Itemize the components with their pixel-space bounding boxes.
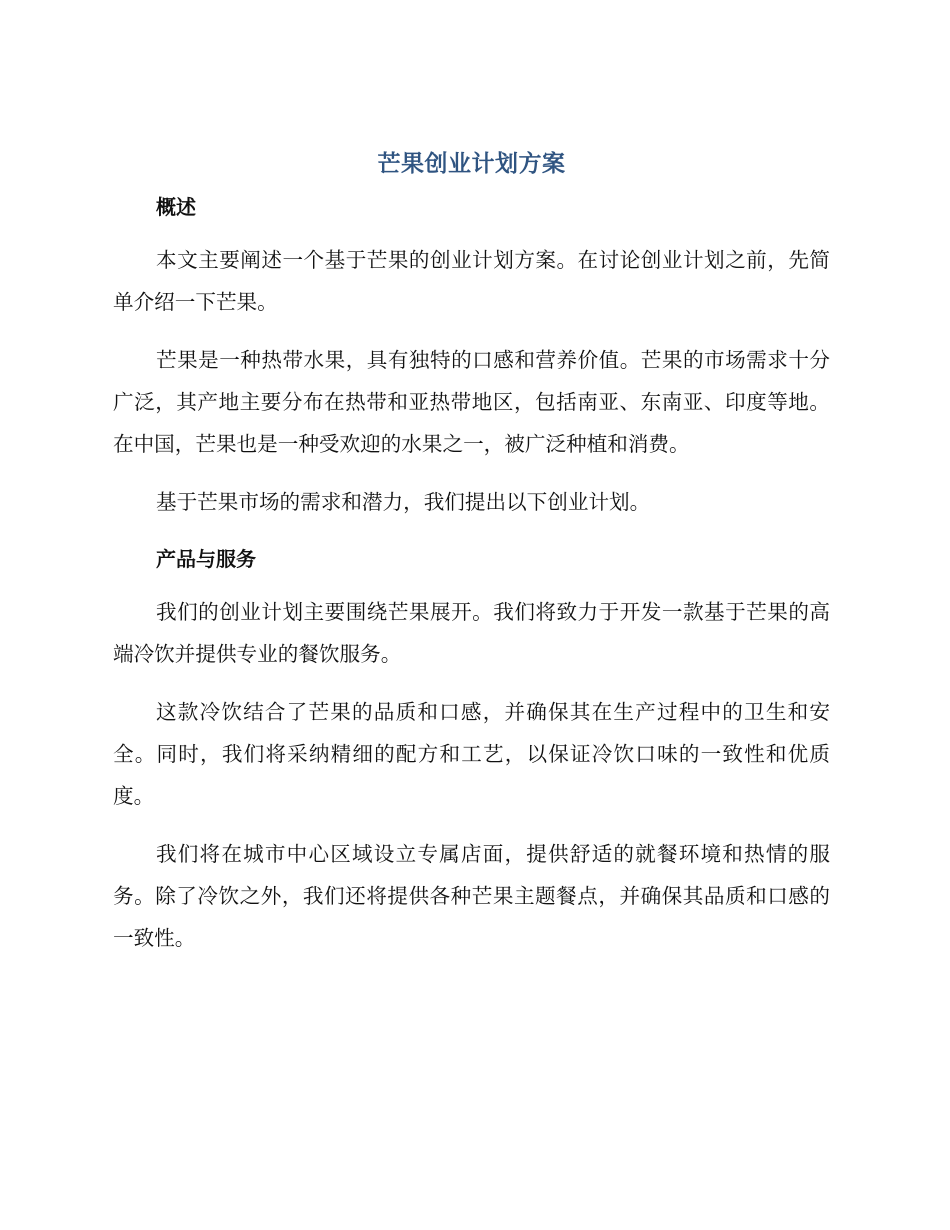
paragraph: 芒果是一种热带水果，具有独特的口感和营养价值。芒果的市场需求十分广泛，其产地主要分布在热带和亚热带地区，包括南亚、东南亚、印度等地。在中国，芒果也是一种受欢迎的水果之一，被广泛种植和消费。	[113, 348, 830, 456]
section-heading-overview: 概述	[156, 195, 196, 219]
paragraph: 我们的创业计划主要围绕芒果展开。我们将致力于开发一款基于芒果的高端冷饮并提供专业的餐饮服务。	[113, 600, 830, 666]
paragraph: 我们将在城市中心区域设立专属店面，提供舒适的就餐环境和热情的服务。除了冷饮之外，我们还将提供各种芒果主题餐点，并确保其品质和口感的一致性。	[113, 842, 830, 950]
paragraph: 这款冷饮结合了芒果的品质和口感，并确保其在生产过程中的卫生和安全。同时，我们将采纳精细的配方和工艺，以保证冷饮口味的一致性和优质度。	[113, 700, 830, 808]
document-title: 芒果创业计划方案	[377, 151, 566, 177]
document-body	[113, 145, 830, 959]
section-heading-products-services: 产品与服务	[156, 547, 256, 571]
paragraph: 本文主要阐述一个基于芒果的创业计划方案。在讨论创业计划之前，先简单介绍一下芒果。	[113, 248, 830, 314]
paragraph: 基于芒果市场的需求和潜力，我们提出以下创业计划。	[156, 490, 651, 514]
